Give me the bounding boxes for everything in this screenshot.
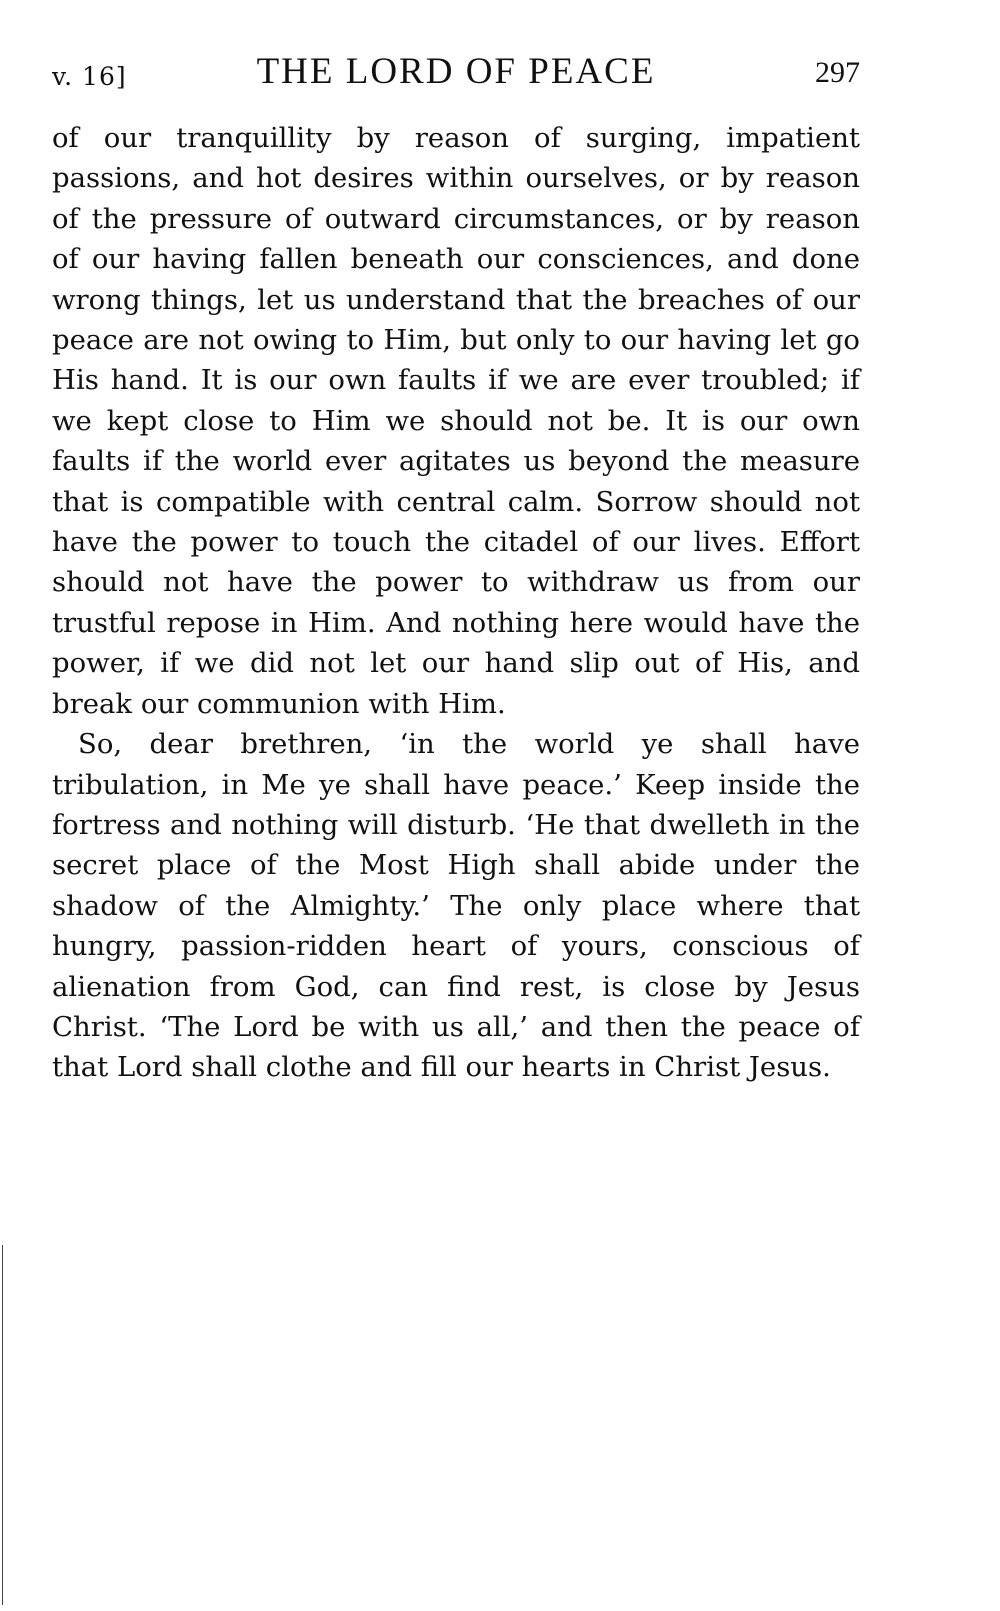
page-number: 297 [815, 56, 860, 89]
paragraph-2: So, dear brethren, ‘in the world ye shall have tribulation, in Me ye shall have peace.’ Keep inside the fortress and nothing will disturb. ‘He that dwelleth in the secret place of the Most High shall abide under the shadow of the Almighty.’ The only place where that hungry, passion-ridden heart of yours, conscious of alienation from God, can find rest, is close by Jesus Christ. ‘The Lord be with us all,’ and then the peace of that Lord shall clothe and fill our hearts in Christ Jesus. [52, 728, 860, 1084]
running-head [52, 50, 860, 100]
verse-reference: v. 16] [52, 62, 127, 91]
page-body [52, 118, 860, 1088]
scan-edge-line [2, 1245, 3, 1605]
chapter-title: THE LORD OF PEACE [256, 51, 656, 92]
paragraph-1: of our tranquillity by reason of surging, impatient passions, and hot desires within ourselves, or by reason of the pressure of outward circumstances, or by reason of our having fallen beneath our consciences, and done wrong things, let us understand that the breaches of our peace are not owing to Him, but only to our having let go His hand. It is our own faults if we are ever troubled; if we kept close to Him we should not be. It is our own faults if the world ever agitates us beyond the measure that is compatible with central calm. Sorrow should not have the power to touch the citadel of our lives. Effort should not have the power to withdraw us from our trustful repose in Him. And nothing here would have the power, if we did not let our hand slip out of His, and break our communion with Him. [52, 122, 860, 720]
